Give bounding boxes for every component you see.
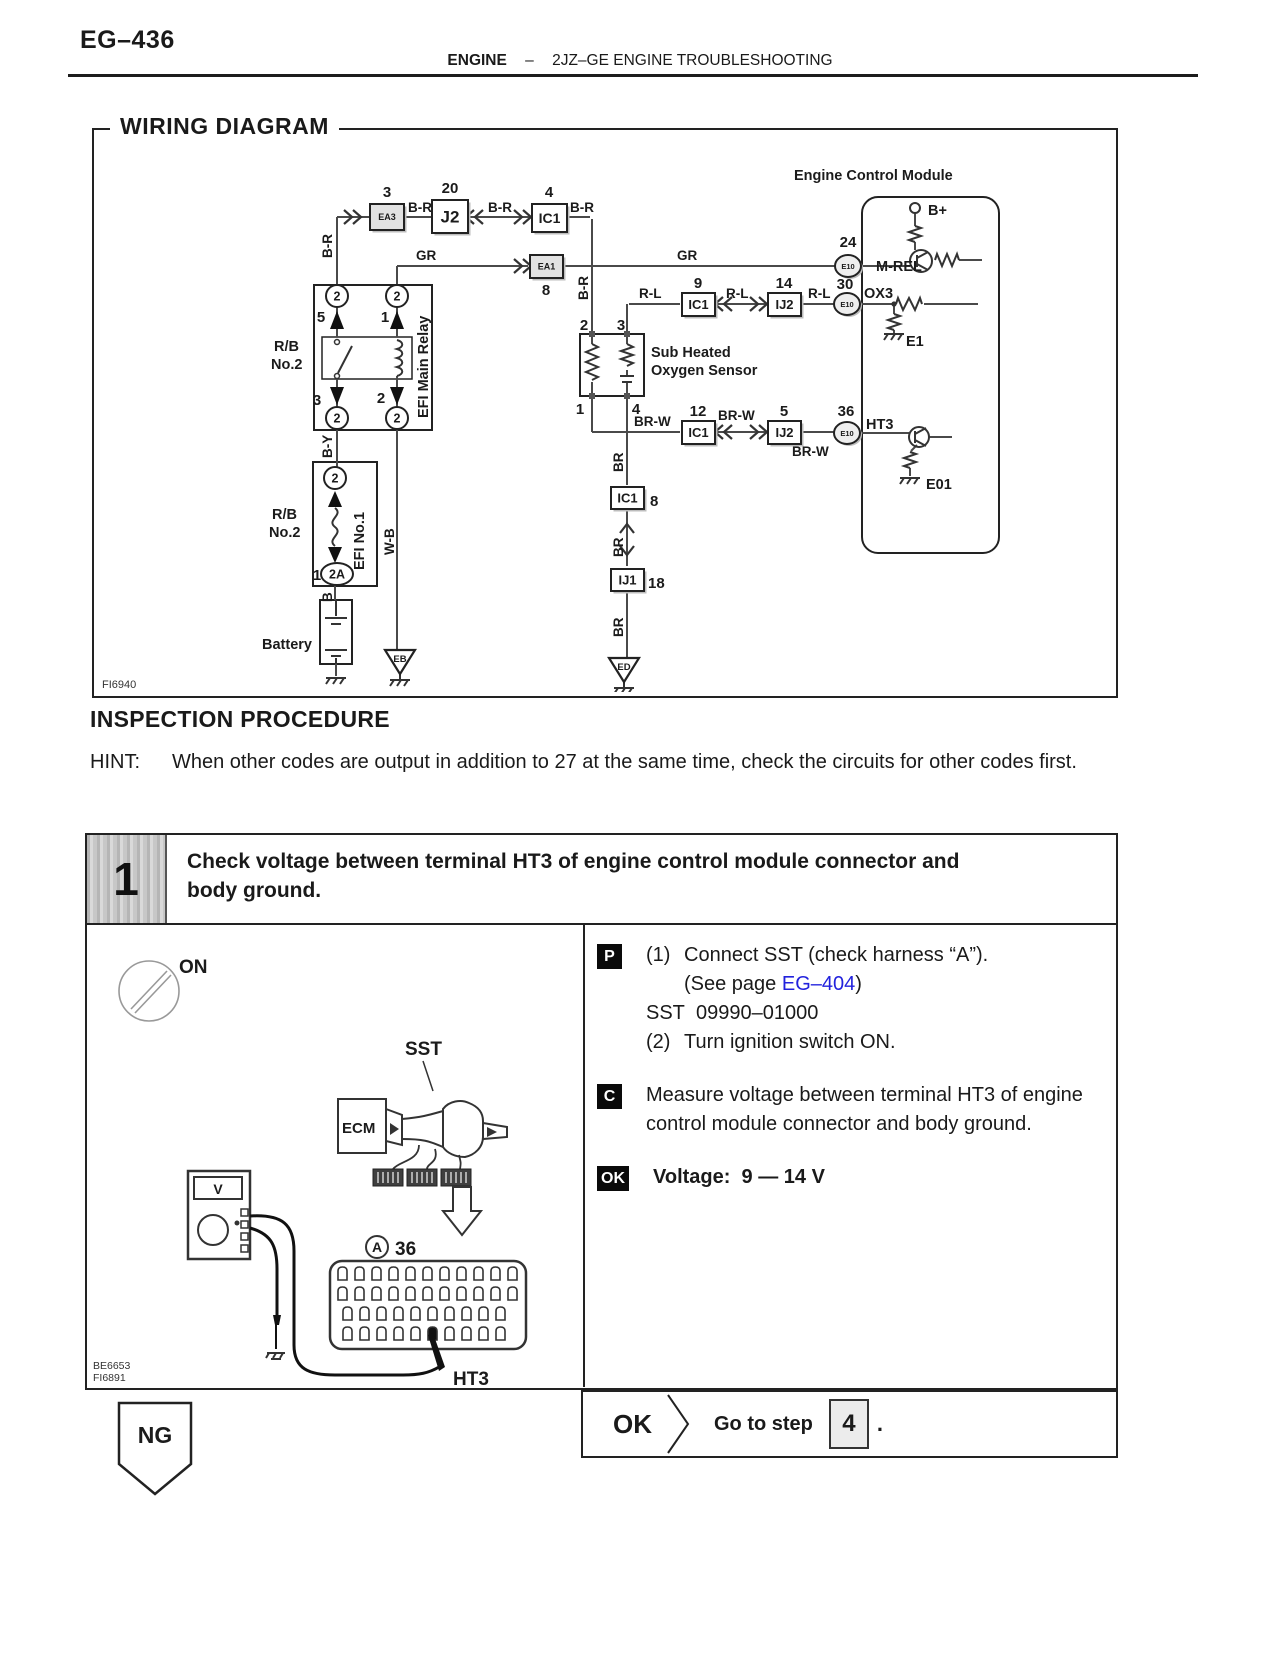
- ecm-box: [862, 197, 999, 553]
- pin: [508, 1287, 517, 1300]
- pin: [479, 1327, 488, 1340]
- diagram-label: Battery: [262, 637, 312, 653]
- see-page-post: ): [855, 973, 862, 995]
- prepare-step1-text: Connect SST (check harness “A”).: [684, 944, 989, 966]
- connector-label: IJ1: [618, 572, 637, 588]
- connector-label: EA3: [378, 212, 396, 223]
- diagram-label: B-R: [576, 276, 591, 300]
- ground-triangle-label: ED: [617, 662, 631, 673]
- prepare-step1-number: (1): [646, 944, 671, 966]
- connector-label: EA1: [537, 261, 556, 272]
- diagram-label: 18: [648, 575, 665, 592]
- transistor-ht3: [909, 427, 929, 447]
- circled-terminal-label: 2A: [329, 567, 345, 582]
- pin: [394, 1307, 403, 1320]
- diagram-label: 8: [541, 282, 551, 299]
- illustration-svg: [87, 925, 583, 1387]
- sst-leader-line: [423, 1061, 433, 1091]
- diagram-label: R-L: [726, 286, 749, 301]
- ok-spec-badge: OK: [597, 1166, 629, 1191]
- harness-arrow-2: [487, 1127, 497, 1137]
- pin: [474, 1267, 483, 1280]
- pin: [377, 1307, 386, 1320]
- illustration-label: A: [371, 1239, 383, 1255]
- pin: [343, 1327, 352, 1340]
- diagram-label: 14: [775, 275, 793, 292]
- wires: [335, 213, 982, 676]
- illustration-label: 36: [395, 1239, 417, 1260]
- connector-label: IJ2: [775, 425, 794, 441]
- diagram-label: B-Y: [320, 434, 335, 458]
- diagram-label: FI6940: [102, 679, 137, 691]
- diagram-label: 5: [779, 403, 789, 420]
- diagram-label: GR: [416, 248, 437, 263]
- diagram-label: GR: [677, 248, 698, 263]
- connector-label: IJ2: [775, 297, 794, 313]
- pin: [491, 1267, 500, 1280]
- pin: [479, 1307, 488, 1320]
- down-block-arrow: [443, 1187, 481, 1235]
- pin: [360, 1327, 369, 1340]
- diagram-label: 5: [316, 309, 326, 326]
- diagram-label: 30: [836, 276, 854, 293]
- diagram-label: B: [320, 592, 335, 602]
- diagram-label: No.2: [271, 357, 303, 373]
- diagram-label: R/B: [272, 507, 297, 523]
- connector-label: IC1: [688, 425, 709, 441]
- diagram-label: BR: [611, 537, 626, 557]
- terminal-oval-label: E10: [840, 300, 854, 309]
- wiring-diagram-title: WIRING DIAGRAM: [110, 113, 339, 140]
- illustration-cell: [87, 925, 583, 1387]
- diagram-label: 1: [312, 567, 322, 584]
- diagram-label: 3: [312, 392, 322, 409]
- pin: [457, 1287, 466, 1300]
- pin: [372, 1287, 381, 1300]
- pin: [343, 1307, 352, 1320]
- ok-spec-text: Voltage: 9 — 14 V: [653, 1166, 825, 1188]
- diagram-label: 3: [616, 317, 626, 334]
- diagram-label: B-R: [408, 200, 432, 215]
- sst-number-line: SST 09990–01000: [646, 1002, 819, 1024]
- pin: [338, 1287, 347, 1300]
- prepare-badge: P: [597, 944, 622, 969]
- switch-contact-top: [335, 340, 340, 345]
- running-header: [0, 52, 1280, 70]
- step-number-cell: 1: [87, 835, 167, 923]
- pin: [377, 1327, 386, 1340]
- pin: [428, 1307, 437, 1320]
- running-header-subtitle: 2JZ–GE ENGINE TROUBLESHOOTING: [552, 52, 833, 69]
- procedure-cell: [583, 925, 1115, 1387]
- step-1-box: [85, 833, 1118, 1390]
- terminal-oval-label: E10: [841, 262, 855, 271]
- goto-step-number: 4: [829, 1399, 869, 1449]
- ground-probe: [266, 1315, 285, 1359]
- pin: [389, 1287, 398, 1300]
- ng-label: NG: [137, 1422, 173, 1448]
- ok-chevron-icon: [666, 1393, 692, 1455]
- step-title: Check voltage between terminal HT3 of engine control module connector and body ground.: [187, 850, 960, 902]
- inspection-procedure-title: INSPECTION PROCEDURE: [90, 706, 390, 732]
- pin: [355, 1267, 364, 1280]
- diagram-label: 2: [579, 317, 589, 334]
- diagram-label: 36: [837, 403, 855, 420]
- harness-arrow-1: [390, 1123, 399, 1135]
- connector-label: J2: [440, 207, 460, 227]
- pin: [445, 1327, 454, 1340]
- terminal-oval-label: E10: [840, 429, 854, 438]
- step-1-header: [87, 835, 1116, 925]
- diagram-label: B+: [928, 203, 947, 219]
- diagram-label: 1: [575, 401, 585, 418]
- check-item: [597, 1081, 1115, 1139]
- diagram-label: 12: [689, 403, 707, 420]
- hint-text: When other codes are output in addition to 27 at the same time, check the circuits for other codes first.: [172, 751, 1077, 773]
- running-header-section: ENGINE: [447, 52, 507, 69]
- pin: [360, 1307, 369, 1320]
- pin: [423, 1267, 432, 1280]
- diagram-label: 3: [382, 184, 392, 201]
- pin: [406, 1287, 415, 1300]
- diagram-label: R-L: [639, 286, 662, 301]
- diagram-label: M-REL: [876, 259, 922, 275]
- pin: [411, 1307, 420, 1320]
- illustration-label: HT3: [453, 1369, 489, 1387]
- see-page-pre: (See page: [684, 973, 782, 995]
- ground-triangle-label: EB: [393, 654, 407, 665]
- diagram-label: BR-W: [634, 414, 671, 429]
- pin: [406, 1267, 415, 1280]
- circled-terminal-label: 2: [333, 289, 341, 304]
- prepare-step2-number: (2): [646, 1031, 671, 1053]
- running-header-dash: –: [525, 52, 534, 69]
- prepare-item: [597, 941, 1115, 1057]
- pin: [496, 1307, 505, 1320]
- wiring-diagram-panel: [92, 113, 1118, 698]
- junction-dot: [891, 301, 896, 306]
- diagram-label: OX3: [864, 286, 894, 302]
- connector-label: IC1: [617, 490, 638, 506]
- pin: [462, 1307, 471, 1320]
- diagram-label: E01: [926, 477, 952, 493]
- pin: [338, 1267, 347, 1280]
- diagram-label: BR-W: [792, 444, 829, 459]
- pin: [394, 1327, 403, 1340]
- ok-result-strip: [581, 1390, 1118, 1458]
- diagram-label: BR-W: [718, 408, 755, 423]
- connector-label: IC1: [538, 210, 561, 227]
- diagram-label: HT3: [866, 417, 894, 433]
- page-code: EG–436: [80, 26, 175, 54]
- circled-terminal-label: 2: [393, 411, 401, 426]
- circled-terminal-label: 2: [331, 471, 339, 486]
- hint-label: HINT:: [90, 751, 140, 773]
- diagram-label: Oxygen Sensor: [651, 363, 758, 379]
- diagram-label: BR: [611, 617, 626, 637]
- diagram-label: 1: [380, 309, 390, 326]
- pin: [508, 1267, 517, 1280]
- diagram-label: Engine Control Module: [794, 168, 953, 184]
- pin: [440, 1287, 449, 1300]
- connector-label: IC1: [688, 297, 709, 313]
- oxygen-sensor-box: [580, 334, 644, 396]
- diagram-label: E1: [906, 334, 924, 350]
- illustration-label: V: [213, 1181, 223, 1197]
- step-body: [87, 925, 1116, 1387]
- prepare-text: [646, 941, 988, 1057]
- wiring-diagram-svg: [94, 130, 1112, 692]
- pin: [462, 1327, 471, 1340]
- hint-row: [90, 748, 1117, 776]
- comb-connectors: [373, 1169, 471, 1186]
- diagram-label: EFI Main Relay: [416, 315, 432, 418]
- pin: [457, 1267, 466, 1280]
- pin: [445, 1307, 454, 1320]
- header-rule: [68, 74, 1198, 77]
- see-page-link[interactable]: EG–404: [781, 973, 856, 995]
- circled-terminal-label: 2: [333, 411, 341, 426]
- check-text: Measure voltage between terminal HT3 of engine control module connector and body ground.: [646, 1084, 1083, 1135]
- ok-spec-item: [597, 1163, 1115, 1192]
- diagram-label: 4: [544, 184, 554, 201]
- diagram-label: 4: [631, 401, 641, 418]
- diagram-label: No.2: [269, 525, 301, 541]
- pin: [372, 1267, 381, 1280]
- switch-contact-bottom: [335, 374, 340, 379]
- diagram-label: BR: [611, 452, 626, 472]
- diagram-label: 20: [441, 180, 459, 197]
- ok-label: OK: [613, 1408, 652, 1439]
- pin: [474, 1287, 483, 1300]
- pin: [440, 1267, 449, 1280]
- illustration-label: BE6653: [93, 1360, 131, 1372]
- pin: [423, 1287, 432, 1300]
- diagram-label: B-R: [570, 200, 594, 215]
- illustration-label: ON: [179, 957, 208, 978]
- circled-terminal-label: 2: [393, 289, 401, 304]
- pin: [491, 1287, 500, 1300]
- illustration-label: SST: [405, 1039, 442, 1060]
- diagram-label: 24: [839, 234, 857, 251]
- ignition-key-icon: [119, 961, 179, 1021]
- diagram-label: W-B: [382, 528, 397, 555]
- diagram-label: 2: [376, 390, 386, 407]
- goto-period: .: [876, 1411, 884, 1436]
- battery-symbol: [325, 600, 347, 664]
- diagram-label: R-L: [808, 286, 831, 301]
- diagram-label: 8: [650, 493, 659, 510]
- goto-label: Go to step: [714, 1412, 813, 1435]
- diagram-label: Sub Heated: [651, 345, 731, 361]
- diagram-label: B-R: [320, 234, 335, 258]
- diagram-label: EFI No.1: [352, 511, 368, 570]
- pin: [496, 1327, 505, 1340]
- diagram-label: 9: [693, 275, 703, 292]
- pin: [389, 1267, 398, 1280]
- pin: [411, 1327, 420, 1340]
- diagram-label: B-R: [488, 200, 512, 215]
- illustration-label: ECM: [342, 1120, 376, 1137]
- prepare-step2-text: Turn ignition switch ON.: [684, 1031, 896, 1053]
- pin: [355, 1287, 364, 1300]
- illustration-label: FI6891: [93, 1372, 126, 1384]
- ng-badge: [116, 1400, 194, 1503]
- check-badge: C: [597, 1084, 622, 1109]
- diagram-label: R/B: [274, 339, 299, 355]
